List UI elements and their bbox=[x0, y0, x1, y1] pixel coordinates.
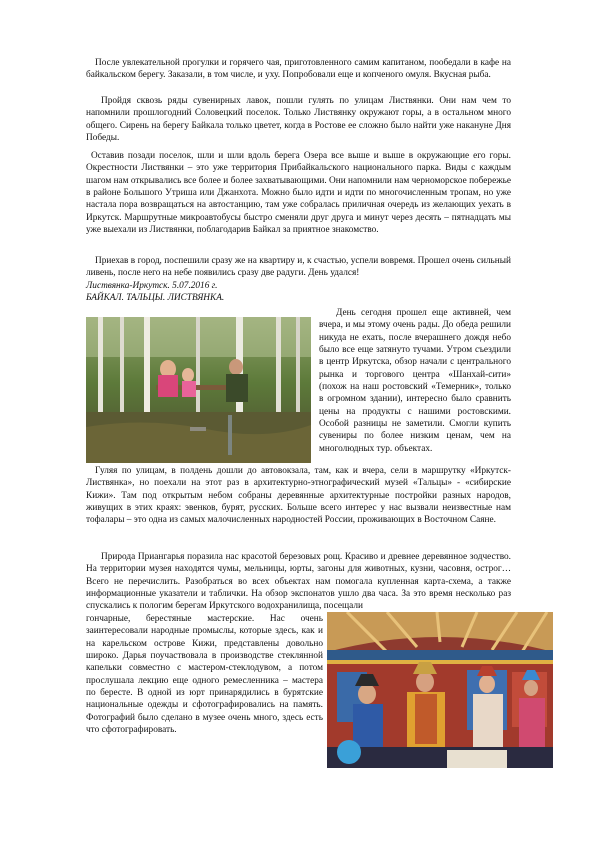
paragraph-mountains: Оставив позади поселок, шли и шли вдоль берега Озера все выше и выше в окружающие его горы. Окрестности Листвянки – это уже территория Прибайкальского национального парка. Виды с каждым шагом нам открывались все более и более захватывающими. Они напомнили нам черноморское побережье в районе Большого Утриша или Джанхота. Можно было идти и идти по многочисленным тропам, но уже настала пора возвращаться на автостанцию, там уже собралась приличная очередь из желающих уехать в Иркутск. Маршрутные микроавтобусы быстро сменяли друг друга и минут через десять – пятнадцать мы уже выехали из Листвянки, поблагодарив Байкал за приятное знакомство. bbox=[86, 151, 511, 236]
paragraph-crafts: гончарные, берестяные мастерские. Нас очень заинтересовали народные промыслы, которые здесь, как и на карельском острове Кижи, представлены довольно широко. Дарья поучаствовала в производстве стеклянной капельки совместно с мастером-стеклодувом, а потом прослушала лекцию еще одного ремесленника – мастера по бересте. В одной из юрт принарядились в бурятские национальные одежды и сфотографировались на память. Фотографий было сделано в музее очень много, здесь есть что сфотографировать. bbox=[86, 614, 323, 736]
paragraph-rain: Приехав в город, поспешили сразу же на квартиру и, к счастью, успели вовремя. Прошел очень сильный ливень, после него на небе появились сразу две радуги. День удался! bbox=[86, 256, 511, 279]
yurt-photo bbox=[327, 612, 553, 768]
paragraph-souvenirs: Пройдя сквозь ряды сувенирных лавок, пошли гулять по улицам Листвянки. Они нам чем то напомнили прошлогодний Соловецкий поселок. Только Листвянку окружают горы, а в остальном много общего. Сирень на берегу Байкала только цветет, когда в Ростове ее сложно было найти уже накануне Дня Победы. bbox=[86, 96, 511, 144]
section-heading: БАЙКАЛ. ТАЛЬЦЫ. ЛИСТВЯНКА. bbox=[86, 293, 225, 303]
paragraph-irkutsk: День сегодня прошел еще активней, чем вчера, и мы этому очень рады. До обеда решили никуда не ехать, после вчерашнего дождя небо было все еще затянуто тучами. Утром съездили в центр Иркутска, обзор начали с центрального рынка и торгового центра «Шанхай-сити» (похож на наш ростовский «Темерник», только в огромном здании), интересно было сравнить цены на продукты с нашими ростовскими. Особой разницы не заметили. Смогли купить сувениры по более низким ценам, чем на многолюдных тур. объектах. bbox=[319, 308, 511, 454]
paragraph-nature: Природа Приангарья поразила нас красотой березовых рощ. Красиво и древнее деревянное зодчество. На территории музея находятся чумы, мельницы, юрты, загоны для животных, кузни, часовня, острог… Всего не перечислить. Разобраться во всех объектах нам помогала купленная карта-схема, а также информационные указатели и таблички. На обзор экспонатов ушло два часа. За это время несколько раз спускались к пологим берегам Иркутского водохранилища, посещали bbox=[86, 552, 511, 612]
forest-photo-image bbox=[86, 317, 311, 463]
paragraph-lunch: После увлекательной прогулки и горячего чая, приготовленного самим капитаном, пообедали в кафе на байкальском берегу. Заказали, в том числе, и уху. Попробовали еще и копченого омуля. Вкусная рыба. bbox=[86, 58, 511, 81]
forest-photo bbox=[86, 317, 311, 463]
paragraph-taltsy: Гуляя по улицам, в полдень дошли до автовокзала, там, как и вчера, сели в маршрутку «Иркутск-Листвянка», но поехали на этот раз в архитектурно-этнографический музей «Тальцы» - «сибирские Кижи». Там под открытым небом собраны деревянные архитектурные постройки разных народов, живущих в этих краях: эвенков, бурят, русских. Больше всего интерес у нас вызвали неизвестные нам тофалары – это одна из самых малочисленных народностей России, проживающих в Восточном Саяне. bbox=[86, 466, 511, 526]
yurt-photo-image bbox=[327, 612, 553, 768]
date-line: Листвянка-Иркутск. 5.07.2016 г. bbox=[86, 281, 218, 291]
